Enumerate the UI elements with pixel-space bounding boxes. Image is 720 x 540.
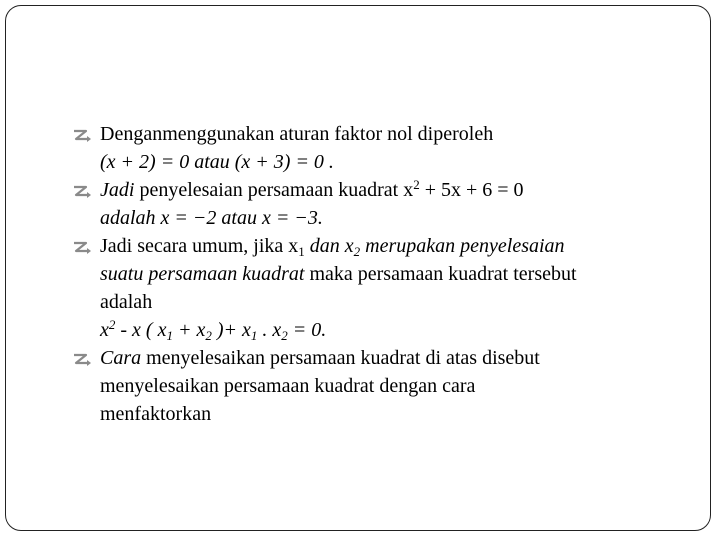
bullet-2-line-1 [100,176,690,204]
z-arrow-bullet-icon [70,232,96,260]
formula-part-d: . x [257,319,282,341]
formula-sup: 2 [108,317,116,332]
bullet-3-line-3: adalah [100,291,153,313]
formula-part-a: - x ( x [115,319,167,341]
bullet-2-sup: 2 [413,177,420,192]
z-arrow-bullet-icon [70,344,96,372]
bullet-4-line-2: menyelesaikan persamaan kuadrat dengan cara [100,375,476,397]
bullet-4-line-1 [100,344,690,372]
bullet-3-sub-2: 2 [353,244,361,259]
bullet-3-formula [100,316,690,344]
bullet-1-text-b: menggunakan aturan faktor nol diperoleh [162,123,494,145]
z-arrow-bullet-icon [70,120,96,148]
bullet-3-text-e: maka persamaan kuadrat tersebut [304,263,577,285]
bullet-4-line-3: menfaktorkan [100,403,212,425]
bullet-item-4 [70,344,690,428]
bullet-item-2 [70,176,690,232]
formula-part-b: + x [172,319,206,341]
bullet-4-text-b: menyelesaikan persamaan kuadrat di atas disebut [141,347,540,369]
bullet-3-text-b: dan x [304,235,354,257]
bullet-1-text-a: Dengan [100,123,163,145]
bullet-4-text-a: Cara [100,347,142,369]
formula-sub-3: 1 [250,328,258,343]
z-arrow-bullet-icon [70,176,96,204]
formula-part-e: = 0. [287,319,327,341]
bullet-2-text-b: penyelesaian persamaan kuadrat x [134,179,414,201]
bullet-item-3 [70,232,690,344]
bullet-item-1 [70,120,690,176]
slide-content [70,120,690,428]
formula-sub-4: 2 [281,328,288,343]
bullet-2-text-a: Jadi [100,179,135,201]
bullet-1-line-2: (x + 2) = 0 atau (x + 3) = 0 . [100,151,334,173]
formula-sub-2: 2 [205,328,212,343]
bullet-3-line-2 [100,260,690,288]
bullet-3-text-c: merupakan penyelesaian [360,235,565,257]
formula-x: x [100,319,109,341]
bullet-3-text-d: suatu persamaan kuadrat [100,263,305,285]
bullet-3-line-1 [100,232,690,260]
bullet-2-line-2: adalah x = −2 atau x = −3. [100,207,323,229]
bullet-2-text-c: + 5x + 6 = 0 [419,179,524,201]
bullet-3-text-a: Jadi secara umum, jika x [100,235,299,257]
formula-part-c: )+ x [211,319,251,341]
formula-sub-1: 1 [166,328,173,343]
bullet-3-sub-1: 1 [298,244,305,259]
bullet-1-line-1 [100,120,690,148]
